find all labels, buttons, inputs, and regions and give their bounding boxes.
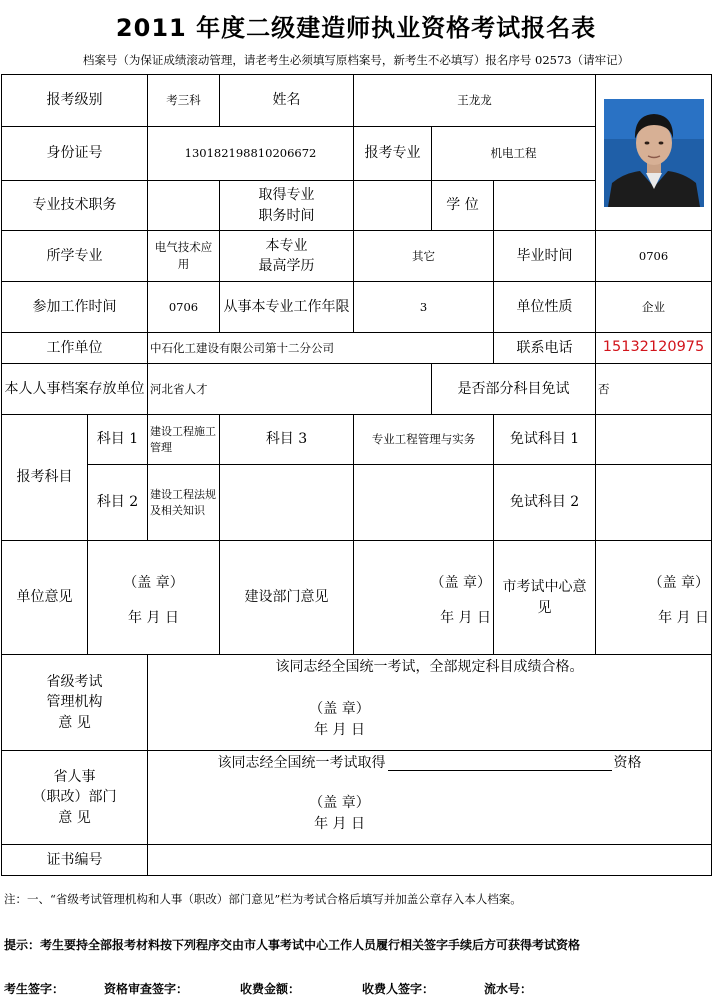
grad-value: 0706 — [596, 231, 712, 282]
studied-value: 电气技术应用 — [148, 231, 220, 282]
serial-no-label: 流水号： — [484, 982, 533, 996]
prov-hr-label-line3: 意 见 — [58, 809, 91, 826]
prov-exam-date: 年 月 日 — [314, 721, 365, 738]
form-note: 注：一、“省级考试管理机构和人事（职改）部门意见”栏为考试合格后填写并加盖公章存入本人档案。 — [4, 892, 522, 906]
construction-opinion-label: 建设部门意见 — [220, 541, 354, 655]
archive-label: 本人人事档案存放单位 — [2, 364, 148, 415]
name-label: 姓名 — [220, 75, 354, 127]
prov-exam-text: 该同志经全国统一考试，全部规定科目成绩合格。 — [275, 659, 584, 675]
title-value — [148, 181, 220, 231]
collector-sign-label: 收费人签字： — [362, 982, 435, 996]
level-value: 考三科 — [148, 75, 220, 127]
subject2-label: 科目 2 — [88, 465, 148, 541]
title-time-label-line1: 取得专业 — [258, 187, 315, 204]
prov-hr-label-line1: 省人事 — [53, 769, 96, 786]
prov-exam-stamp: （盖 章） — [309, 701, 370, 718]
prov-exam-label — [2, 655, 148, 751]
title-label: 专业技术职务 — [2, 181, 148, 231]
applicant-photo — [604, 99, 704, 207]
years-label: 从事本专业工作年限 — [220, 282, 354, 333]
fee-amount-label: 收费金额： — [240, 982, 301, 996]
subject2-value: 建设工程法规及相关知识 — [148, 465, 220, 541]
major-apply-value: 机电工程 — [432, 127, 596, 181]
exempt-value: 否 — [596, 364, 712, 415]
candidate-sign-label: 考生签字： — [4, 982, 65, 996]
unit-opinion-box — [88, 541, 220, 655]
phone-value: 15132120975 — [596, 333, 712, 364]
major-apply-label: 报考专业 — [354, 127, 432, 181]
center-opinion-stamp: （盖 章） — [648, 575, 710, 592]
center-opinion-box — [596, 541, 712, 655]
construction-opinion-date: 年 月 日 — [440, 609, 491, 626]
title-time-label — [220, 181, 354, 231]
cert-value — [148, 845, 712, 876]
form-tip: 提示：考生要持全部报考材料按下列程序交由市人事考试中心工作人员履行相关签字手续后方可获得考试资格 — [4, 938, 581, 952]
prov-hr-text-before: 该同志经全国统一考试取得 — [217, 755, 386, 771]
subject2-empty-2 — [354, 465, 494, 541]
years-value: 3 — [354, 282, 494, 333]
id-label: 身份证号 — [2, 127, 148, 181]
center-opinion-date: 年 月 日 — [658, 609, 710, 626]
prov-hr-label-line2: （职改）部门 — [32, 789, 117, 806]
exempt2-label: 免试科目 2 — [494, 465, 596, 541]
subject2-empty-1 — [220, 465, 354, 541]
unit-opinion-date: 年 月 日 — [128, 609, 179, 626]
construction-opinion-stamp: （盖 章） — [430, 575, 491, 592]
prov-hr-text — [150, 753, 709, 773]
construction-opinion-box — [354, 541, 494, 655]
prov-hr-box — [148, 751, 712, 845]
prov-hr-date: 年 月 日 — [314, 815, 365, 832]
form-title: 2011 年度二级建造师执业资格考试报名表 — [115, 14, 597, 42]
prov-hr-stamp: （盖 章） — [309, 795, 370, 812]
exempt-label: 是否部分科目免试 — [432, 364, 596, 415]
employer-label: 工作单位 — [2, 333, 148, 364]
subject3-value: 专业工程管理与实务 — [354, 415, 494, 465]
employer-value: 中石化工建设有限公司第十二分公司 — [148, 333, 494, 364]
unit-opinion-label: 单位意见 — [2, 541, 88, 655]
prov-exam-label-line3: 意 见 — [58, 714, 91, 731]
prov-exam-box — [148, 655, 712, 751]
photo-cell — [596, 75, 712, 231]
grad-label: 毕业时间 — [494, 231, 596, 282]
edu-label-line2: 最高学历 — [258, 258, 315, 274]
id-value: 130182198810206672 — [148, 127, 354, 181]
prov-exam-label-line1: 省级考试 — [46, 674, 103, 691]
work-start-label: 参加工作时间 — [2, 282, 148, 333]
archive-value: 河北省人才 — [148, 364, 432, 415]
subject1-value: 建设工程施工管理 — [148, 415, 220, 465]
degree-label: 学 位 — [432, 181, 494, 231]
exempt1-value — [596, 415, 712, 465]
unit-type-label: 单位性质 — [494, 282, 596, 333]
form-subtitle: 档案号（为保证成绩滚动管理，请老考生必须填写原档案号，新考生不必填写）报名序号 02573（请牢记） — [82, 53, 630, 67]
registration-form-table — [1, 74, 712, 876]
prov-hr-text-after: 资格 — [613, 755, 642, 771]
studied-label: 所学专业 — [2, 231, 148, 282]
subject1-label: 科目 1 — [88, 415, 148, 465]
exempt2-value — [596, 465, 712, 541]
edu-value: 其它 — [354, 231, 494, 282]
title-time-value — [354, 181, 432, 231]
subjects-label: 报考科目 — [2, 415, 88, 541]
exempt1-label: 免试科目 1 — [494, 415, 596, 465]
phone-label: 联系电话 — [494, 333, 596, 364]
name-value: 王龙龙 — [354, 75, 596, 127]
center-opinion-label: 市考试中心意见 — [494, 541, 596, 655]
qualification-blank — [388, 756, 612, 771]
prov-hr-label — [2, 751, 148, 845]
work-start-value: 0706 — [148, 282, 220, 333]
unit-type-value: 企业 — [596, 282, 712, 333]
cert-label: 证书编号 — [2, 845, 148, 876]
subject3-label: 科目 3 — [220, 415, 354, 465]
title-time-label-line2: 职务时间 — [258, 207, 315, 224]
level-label: 报考级别 — [2, 75, 148, 127]
unit-opinion-stamp: （盖 章） — [123, 575, 184, 592]
review-sign-label: 资格审查签字： — [104, 982, 189, 996]
edu-label — [220, 231, 354, 282]
prov-exam-label-line2: 管理机构 — [46, 694, 103, 711]
edu-label-line1: 本专业 — [265, 237, 308, 254]
degree-value — [494, 181, 596, 231]
